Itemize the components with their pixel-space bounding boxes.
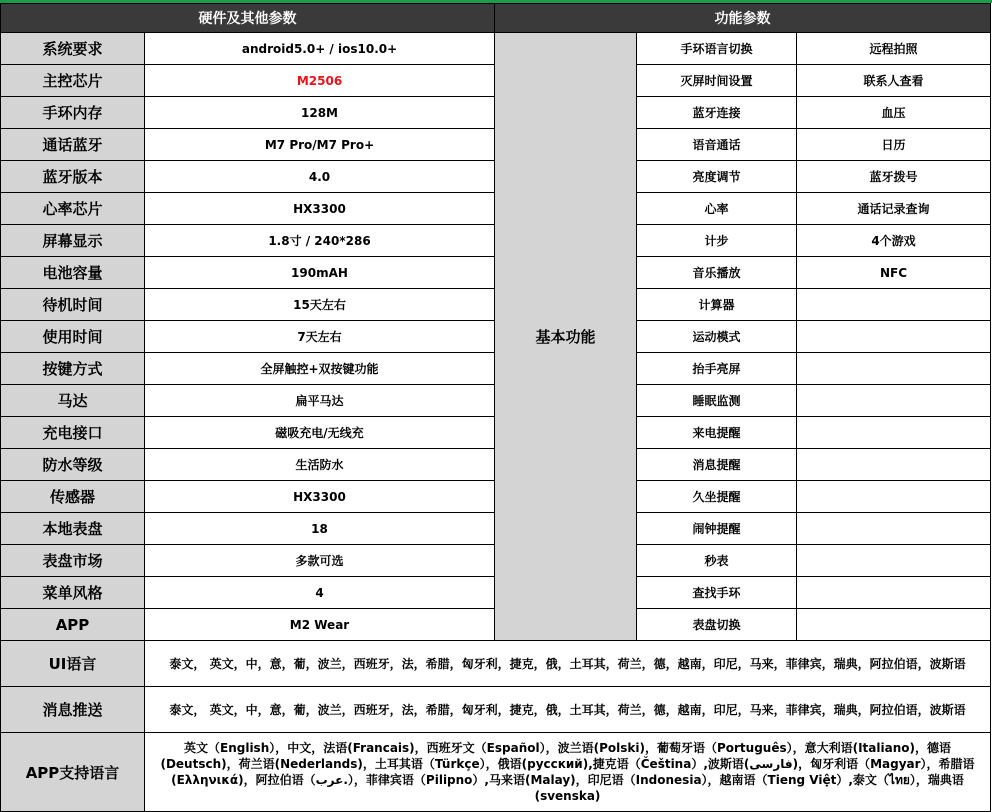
feature-item: 蓝牙拨号 — [797, 161, 991, 193]
spec-value: 128M — [145, 97, 495, 129]
spec-label: 菜单风格 — [1, 577, 145, 609]
spec-value: M2 Wear — [145, 609, 495, 641]
feature-item: 久坐提醒 — [637, 481, 797, 513]
feature-item — [797, 417, 991, 449]
feature-item: 灭屏时间设置 — [637, 65, 797, 97]
feature-item: 抬手亮屏 — [637, 353, 797, 385]
spec-value: android5.0+ / ios10.0+ — [145, 33, 495, 65]
spec-value: M7 Pro/M7 Pro+ — [145, 129, 495, 161]
feature-item: 蓝牙连接 — [637, 97, 797, 129]
feature-item: 闹钟提醒 — [637, 513, 797, 545]
feature-item: 运动模式 — [637, 321, 797, 353]
feature-item — [797, 513, 991, 545]
feature-item: 4个游戏 — [797, 225, 991, 257]
spec-label: 防水等级 — [1, 449, 145, 481]
message-push-row — [1, 687, 991, 733]
spec-value: M2506 — [145, 65, 495, 97]
spec-label: 表盘市场 — [1, 545, 145, 577]
spec-value: 4 — [145, 577, 495, 609]
spec-table — [0, 3, 991, 812]
feature-item: 联系人查看 — [797, 65, 991, 97]
feature-item: 表盘切换 — [637, 609, 797, 641]
feature-item: 查找手环 — [637, 577, 797, 609]
spec-value: HX3300 — [145, 193, 495, 225]
feature-item: 计算器 — [637, 289, 797, 321]
spec-label: 手环内存 — [1, 97, 145, 129]
spec-value: 4.0 — [145, 161, 495, 193]
feature-item — [797, 481, 991, 513]
feature-item: 远程拍照 — [797, 33, 991, 65]
feature-item: 来电提醒 — [637, 417, 797, 449]
ui-language-value: 泰文， 英文，中，意，葡，波兰，西班牙，法，希腊，匈牙利，捷克，俄，土耳其，荷兰，德，越南，印尼，马来，菲律宾，瑞典，阿拉伯语，波斯语 — [145, 641, 991, 687]
spec-label: 蓝牙版本 — [1, 161, 145, 193]
features-header: 功能参数 — [495, 4, 991, 33]
feature-item — [797, 353, 991, 385]
spec-label: 马达 — [1, 385, 145, 417]
app-languages-label: APP支持语言 — [1, 733, 145, 812]
feature-item: 日历 — [797, 129, 991, 161]
spec-label: 使用时间 — [1, 321, 145, 353]
feature-item: 计步 — [637, 225, 797, 257]
spec-table-body — [1, 4, 991, 812]
feature-item: 血压 — [797, 97, 991, 129]
message-push-label: 消息推送 — [1, 687, 145, 733]
feature-item — [797, 545, 991, 577]
spec-value: 18 — [145, 513, 495, 545]
spec-value: 1.8寸 / 240*286 — [145, 225, 495, 257]
spec-label: APP — [1, 609, 145, 641]
feature-item — [797, 289, 991, 321]
feature-item: 语音通话 — [637, 129, 797, 161]
spec-label: 主控芯片 — [1, 65, 145, 97]
feature-item — [797, 577, 991, 609]
spec-value: 190mAH — [145, 257, 495, 289]
spec-value: 15天左右 — [145, 289, 495, 321]
spec-label: 本地表盘 — [1, 513, 145, 545]
app-languages-value: 英文（English），中文，法语(Francais)，西班牙文（Español），波兰语(Polski)，葡萄牙语（Português），意大利语(Italiano)，德语(Deutsch)，荷兰语(Nederlands)，土耳其语（Türkçe），俄语(русский),捷克语（Čeština）,波斯语(فارسی)，匈牙利语（Magyar），希腊语(Ελληνικά)，阿拉伯语（عرب.），菲律宾语（Pilipno）,马来语(Malay)，印尼语（Indonesia），越南语（Tieng Việt）,泰文（ไทย），瑞典语(svenska) — [145, 733, 991, 812]
feature-item: 通话记录查询 — [797, 193, 991, 225]
spec-value: 磁吸充电/无线充 — [145, 417, 495, 449]
spec-value: 生活防水 — [145, 449, 495, 481]
feature-item: 手环语言切换 — [637, 33, 797, 65]
ui-language-row — [1, 641, 991, 687]
feature-item: 音乐播放 — [637, 257, 797, 289]
spec-value: 多款可选 — [145, 545, 495, 577]
spec-row — [1, 33, 991, 65]
spec-value: HX3300 — [145, 481, 495, 513]
spec-label: 充电接口 — [1, 417, 145, 449]
feature-item: 消息提醒 — [637, 449, 797, 481]
app-languages-row — [1, 733, 991, 812]
ui-language-label: UI语言 — [1, 641, 145, 687]
feature-item: 亮度调节 — [637, 161, 797, 193]
feature-item — [797, 321, 991, 353]
feature-item: NFC — [797, 257, 991, 289]
hardware-header: 硬件及其他参数 — [1, 4, 495, 33]
spec-label: 屏幕显示 — [1, 225, 145, 257]
message-push-value: 泰文， 英文，中，意，葡，波兰，西班牙，法，希腊，匈牙利，捷克，俄，土耳其，荷兰，德，越南，印尼，马来，菲律宾，瑞典，阿拉伯语，波斯语 — [145, 687, 991, 733]
spec-value: 扁平马达 — [145, 385, 495, 417]
basic-function-label: 基本功能 — [495, 33, 637, 641]
spec-label: 系统要求 — [1, 33, 145, 65]
spec-label: 电池容量 — [1, 257, 145, 289]
spec-label: 待机时间 — [1, 289, 145, 321]
feature-item — [797, 609, 991, 641]
feature-item — [797, 449, 991, 481]
feature-item: 睡眠监测 — [637, 385, 797, 417]
feature-item: 秒表 — [637, 545, 797, 577]
spec-value: 全屏触控+双按键功能 — [145, 353, 495, 385]
feature-item: 心率 — [637, 193, 797, 225]
spec-label: 传感器 — [1, 481, 145, 513]
spec-value: 7天左右 — [145, 321, 495, 353]
spec-label: 通话蓝牙 — [1, 129, 145, 161]
spec-label: 心率芯片 — [1, 193, 145, 225]
spec-label: 按键方式 — [1, 353, 145, 385]
feature-item — [797, 385, 991, 417]
